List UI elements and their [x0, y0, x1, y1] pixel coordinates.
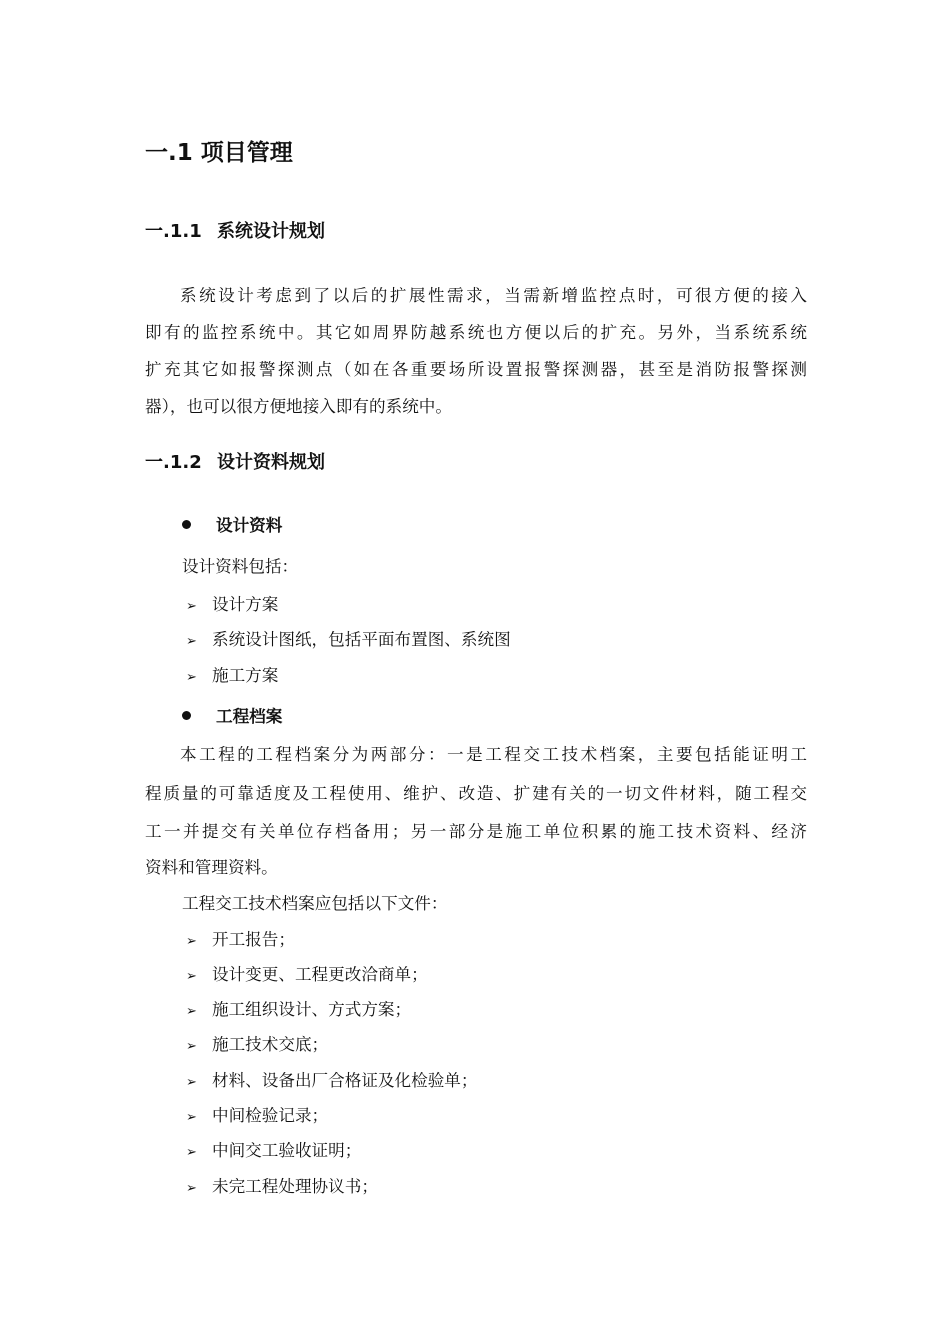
arrow-bullet-icon: ➢: [186, 1145, 197, 1160]
list-item: ➢ 开工报告；: [186, 930, 295, 949]
list-item: ➢ 中间检验记录；: [186, 1106, 329, 1125]
arrow-bullet-icon: ➢: [186, 1039, 197, 1054]
arrow-bullet-icon: ➢: [186, 599, 197, 614]
subsection-number: 一.1.2: [145, 452, 202, 473]
arrow-bullet-icon: ➢: [186, 1004, 197, 1019]
paragraph-line: 资料和管理资料。: [145, 858, 278, 877]
paragraph-line: 工一并提交有关单位存档备用；另一部分是施工单位积累的施工技术资料、经济: [145, 822, 807, 841]
list-item: ➢ 材料、设备出厂合格证及化检验单；: [186, 1071, 478, 1090]
list-item: ➢ 施工组织设计、方式方案；: [186, 1000, 412, 1019]
arrow-bullet-icon: ➢: [186, 670, 197, 685]
list-item: ➢ 设计方案: [186, 595, 279, 614]
arrow-bullet-icon: ➢: [186, 1110, 197, 1125]
subsection-heading-2: [145, 448, 325, 474]
bullet-heading-archive: 工程档案: [182, 703, 282, 727]
subsection-heading-1: [145, 217, 325, 243]
bullet-dot-icon: [182, 711, 191, 720]
arrow-bullet-icon: ➢: [186, 634, 197, 649]
arrow-bullet-icon: ➢: [186, 934, 197, 949]
arrow-bullet-icon: ➢: [186, 1075, 197, 1090]
subsection-title: 系统设计规划: [217, 221, 325, 242]
subsection-number: 一.1.1: [145, 221, 202, 242]
list-item: ➢ 设计变更、工程更改洽商单；: [186, 965, 428, 984]
paragraph-line: 器），也可以很方便地接入即有的系统中。: [145, 397, 452, 416]
paragraph-line: 本工程的工程档案分为两部分：一是工程交工技术档案，主要包括能证明工: [180, 745, 807, 764]
arrow-bullet-icon: ➢: [186, 1181, 197, 1196]
bullet-dot-icon: [182, 520, 191, 529]
list-item: ➢ 系统设计图纸，包括平面布置图、系统图: [186, 630, 511, 649]
subsection-title: 设计资料规划: [217, 452, 325, 473]
paragraph-line: 扩充其它如报警探测点（如在各重要场所设置报警探测器，甚至是消防报警探测: [145, 360, 807, 379]
arrow-bullet-icon: ➢: [186, 969, 197, 984]
paragraph-line: 程质量的可靠适度及工程使用、维护、改造、扩建有关的一切文件材料，随工程交: [145, 784, 807, 803]
list-item: ➢ 施工技术交底；: [186, 1035, 329, 1054]
paragraph-line: 系统设计考虑到了以后的扩展性需求，当需新增监控点时，可很方便的接入: [180, 286, 807, 305]
list-item: ➢ 施工方案: [186, 666, 279, 685]
list-item: ➢ 中间交工验收证明；: [186, 1141, 362, 1160]
design-intro: 设计资料包括：: [182, 557, 299, 576]
bullet-heading-design: 设计资料: [182, 512, 282, 536]
paragraph-line: 即有的监控系统中。其它如周界防越系统也方便以后的扩充。另外，当系统系统: [145, 323, 807, 342]
list-item: ➢ 未完工程处理协议书；: [186, 1177, 378, 1196]
archive-intro: 工程交工技术档案应包括以下文件：: [182, 894, 448, 913]
section-heading: 一.1 项目管理: [145, 140, 293, 166]
